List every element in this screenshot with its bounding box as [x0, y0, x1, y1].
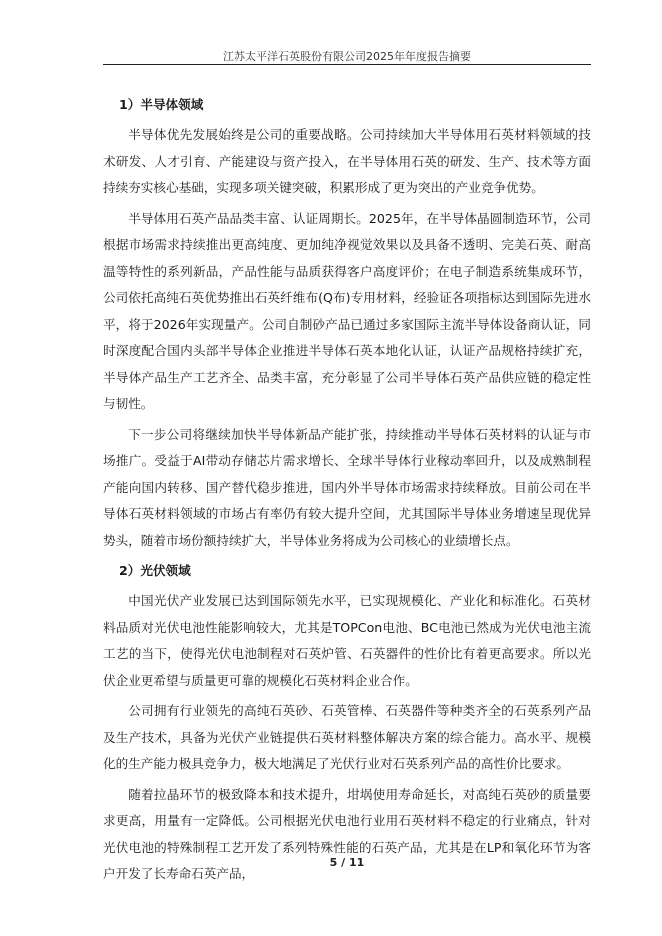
page-number: 5 / 11: [329, 856, 365, 869]
document-body: [103, 92, 591, 892]
paragraph: 半导体优先发展始终是公司的重要战略。公司持续加大半导体用石英材料领域的技术研发、人才引育、产能建设与资产投入，在半导体用石英的研发、生产、技术等方面持续夯实核心基础，实现多项关键突破，积累形成了更为突出的产业竞争优势。: [103, 127, 591, 195]
paragraph: 中国光伏产业发展已达到国际领先水平，已实现规模化、产业化和标准化。石英材料品质对光伏电池性能影响较大，尤其是TOPCon电池、BC电池已然成为光伏电池主流工艺的当下，使得光伏电池制程对石英炉管、石英器件的性价比有着更高要求。所以光伏企业更希望与质量更可靠的规模化石英材料企业合作。: [103, 593, 591, 688]
header-divider: [103, 64, 591, 65]
paragraph: 随着拉晶环节的极致降本和技术提升，坩埚使用寿命延长，对高纯石英砂的质量要求更高，用量有一定降低。公司根据光伏电池行业用石英材料不稳定的行业痛点，针对光伏电池的特殊制程工艺开发了系列特殊性能的石英产品，尤其是在LP和氧化环节为客户开发了长寿命石英产品，: [103, 786, 591, 881]
paragraph: 半导体用石英产品品类丰富、认证周期长。2025年，在半导体晶圆制造环节，公司根据市场需求持续推出更高纯度、更加纯净视觉效果以及具备不透明、完美石英、耐高温等特性的系列新品，产品性能与品质获得客户高度评价；在电子制造系统集成环节，公司依托高纯石英优势推出石英纤维布(Q布)专用材料，经验证各项指标达到国际先进水平，将于2026年实现量产。公司自制砂产品已通过多家国际主流半导体设备商认证，同时深度配合国内头部半导体企业推进半导体石英本地化认证，认证产品规格持续扩充，半导体产品生产工艺齐全、品类丰富，充分彰显了公司半导体石英产品供应链的稳定性与韧性。: [103, 210, 591, 411]
page-header-title: 江苏太平洋石英股份有限公司2025年年度报告摘要: [223, 50, 471, 63]
paragraph: 公司拥有行业领先的高纯石英砂、石英管棒、石英器件等种类齐全的石英系列产品及生产技术，具备为光伏产业链提供石英材料整体解决方案的综合能力。高水平、规模化的生产能力极具竞争力，极大地满足了光伏行业对石英系列产品的高性价比要求。: [103, 703, 591, 771]
section-heading-photovoltaic: 2）光伏领域: [119, 563, 191, 578]
paragraph: 下一步公司将继续加快半导体新品产能扩张，持续推动半导体石英材料的认证与市场推广。受益于AI带动存储芯片需求增长、全球半导体行业稼动率回升，以及成熟制程产能向国内转移、国产替代稳步推进，国内外半导体市场需求持续释放。目前公司在半导体石英材料领域的市场占有率仍有较大提升空间，尤其国际半导体业务增速呈现优异势头，随着市场份额持续扩大，半导体业务将成为公司核心的业绩增长点。: [103, 426, 591, 548]
section-heading-semiconductor: 1）半导体领域: [119, 97, 204, 112]
